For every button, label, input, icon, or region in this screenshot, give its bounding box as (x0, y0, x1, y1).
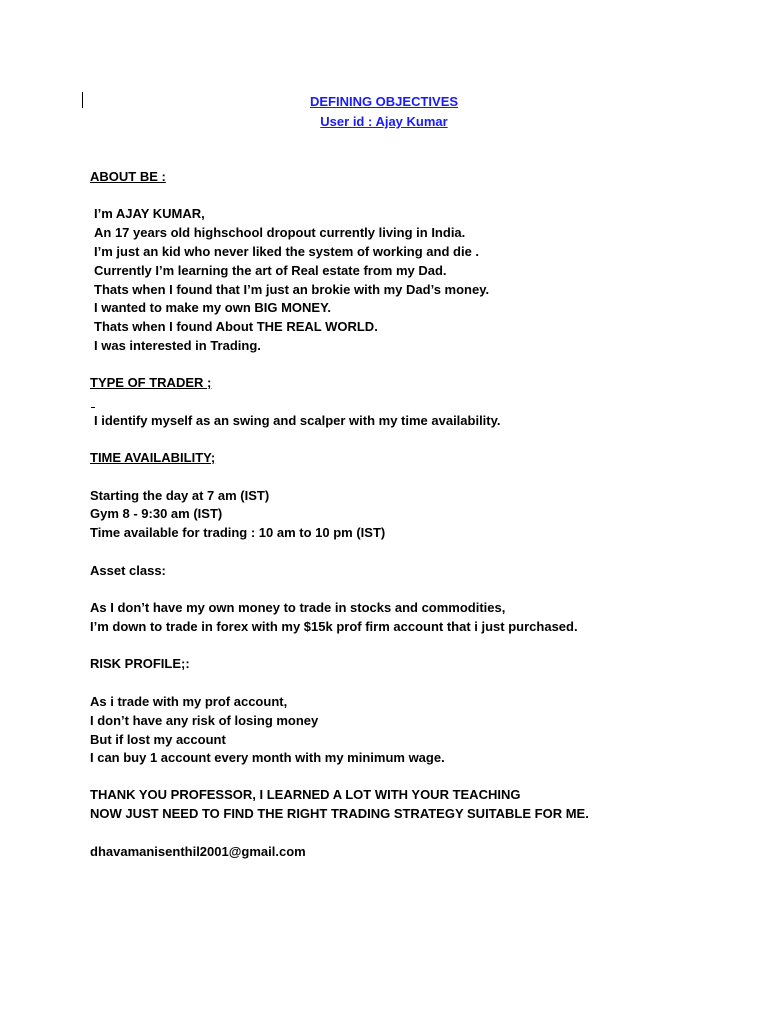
asset-line: I’m down to trade in forex with my $15k prof firm account that i just purchased. (90, 619, 578, 634)
trader-heading: TYPE OF TRADER ; (90, 375, 212, 390)
about-line: I’m AJAY KUMAR, (94, 206, 205, 221)
asset-heading: Asset class: (90, 563, 166, 578)
closing-line: NOW JUST NEED TO FIND THE RIGHT TRADING STRATEGY SUITABLE FOR ME. (90, 806, 589, 821)
risk-line: But if lost my account (90, 732, 226, 747)
asset-line: As I don’t have my own money to trade in stocks and commodities, (90, 600, 506, 615)
about-heading: ABOUT BE : (90, 169, 166, 184)
about-line: I’m just an kid who never liked the system of working and die . (94, 244, 480, 259)
about-line: Currently I’m learning the art of Real estate from my Dad. (94, 263, 447, 278)
about-line: Thats when I found that I’m just an brokie with my Dad’s money. (94, 282, 490, 297)
risk-heading: RISK PROFILE;: (90, 656, 190, 671)
risk-line: I can buy 1 account every month with my minimum wage. (90, 750, 445, 765)
time-line: Starting the day at 7 am (IST) (90, 488, 270, 503)
doc-title[interactable] (0, 93, 768, 111)
list-marker (91, 407, 95, 408)
user-id[interactable] (0, 113, 768, 131)
time-line: Gym 8 - 9:30 am (IST) (90, 506, 223, 521)
doc-title-link[interactable]: DEFINING OBJECTIVES (309, 94, 459, 109)
closing-line: THANK YOU PROFESSOR, I LEARNED A LOT WITH YOUR TEACHING (90, 787, 521, 802)
about-line: An 17 years old highschool dropout currently living in India. (94, 225, 466, 240)
user-id-link[interactable]: User id : Ajay Kumar (320, 114, 448, 129)
risk-line: I don’t have any risk of losing money (90, 713, 319, 728)
risk-line: As i trade with my prof account, (90, 694, 288, 709)
trader-text: I identify myself as an swing and scalper with my time availability. (94, 413, 501, 428)
about-line: I was interested in Trading. (94, 338, 261, 353)
time-heading: TIME AVAILABILITY; (90, 450, 216, 465)
about-line: Thats when I found About THE REAL WORLD. (94, 319, 378, 334)
email-text: dhavamanisenthil2001@gmail.com (90, 844, 306, 859)
about-line: I wanted to make my own BIG MONEY. (94, 300, 331, 315)
time-line: Time available for trading : 10 am to 10 pm (IST) (90, 525, 386, 540)
